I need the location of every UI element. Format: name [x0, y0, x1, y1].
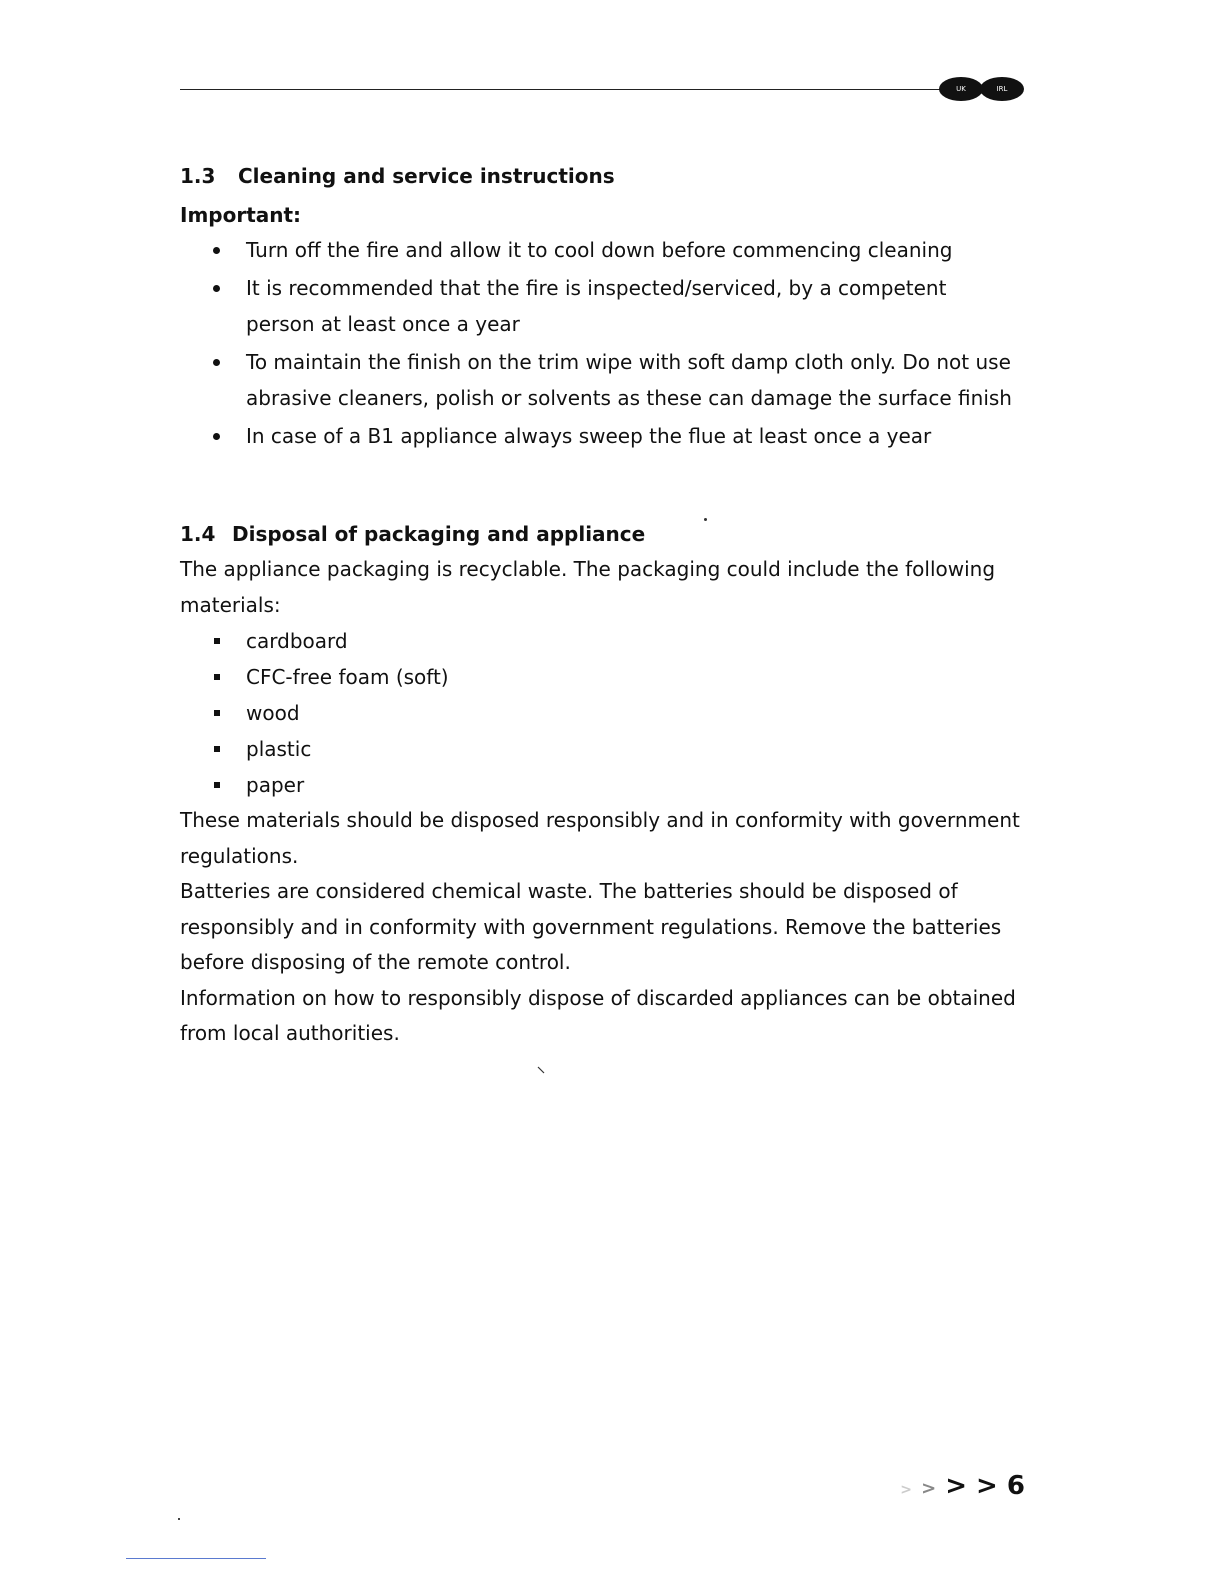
packaging-intro: The appliance packaging is recyclable. The packaging could include the following materials:: [180, 557, 996, 617]
list-item: CFC-free foam (soft): [180, 659, 1020, 695]
scan-speck: [704, 518, 707, 521]
section-title: Cleaning and service instructions: [238, 164, 615, 188]
batteries-paragraph: Batteries are considered chemical waste. The batteries should be disposed of responsibly and in conformity with government regulations. Remove the batteries before disposing of the remote control.: [180, 879, 1002, 974]
scan-mark: [537, 1066, 545, 1074]
bottom-rule: [126, 1558, 266, 1559]
flag-uk-badge: UK: [939, 77, 983, 101]
language-flags: [939, 77, 1029, 103]
list-item: wood: [180, 695, 1020, 731]
page-number-value: 6: [1006, 1471, 1025, 1501]
arrow-icon: >: [900, 1482, 912, 1498]
section-1-4-heading: [180, 516, 1020, 552]
header-rule: [180, 89, 940, 90]
document-body: [180, 158, 1020, 1052]
section-number: 1.3: [180, 164, 216, 188]
scan-speck: [178, 1518, 180, 1520]
page-number: [895, 1468, 1025, 1504]
list-item: To maintain the finish on the trim wipe with soft damp cloth only. Do not use abrasive cleaners, polish or solvents as these can damage the surface finish: [180, 344, 1020, 416]
section-1-3-heading: [180, 158, 1020, 194]
arrow-icon: > >: [945, 1471, 998, 1501]
list-item: cardboard: [180, 623, 1020, 659]
list-item: In case of a B1 appliance always sweep the flue at least once a year: [180, 418, 1020, 454]
section-number: 1.4: [180, 522, 216, 546]
list-item: Turn off the fire and allow it to cool down before commencing cleaning: [180, 232, 1020, 268]
list-item: paper: [180, 767, 1020, 803]
list-item: It is recommended that the fire is inspected/serviced, by a competent person at least once a year: [180, 270, 1020, 342]
important-label: Important:: [180, 203, 302, 227]
flag-irl-badge: IRL: [980, 77, 1024, 101]
regulations-paragraph: These materials should be disposed responsibly and in conformity with government regulations.: [180, 808, 1020, 868]
section-title: Disposal of packaging and appliance: [232, 522, 646, 546]
arrow-icon: >: [921, 1478, 937, 1499]
information-paragraph: Information on how to responsibly dispose of discarded appliances can be obtained from local authorities.: [180, 985, 1016, 1045]
cleaning-instructions-list: [180, 232, 1020, 454]
list-item: plastic: [180, 731, 1020, 767]
materials-list: [180, 623, 1020, 803]
